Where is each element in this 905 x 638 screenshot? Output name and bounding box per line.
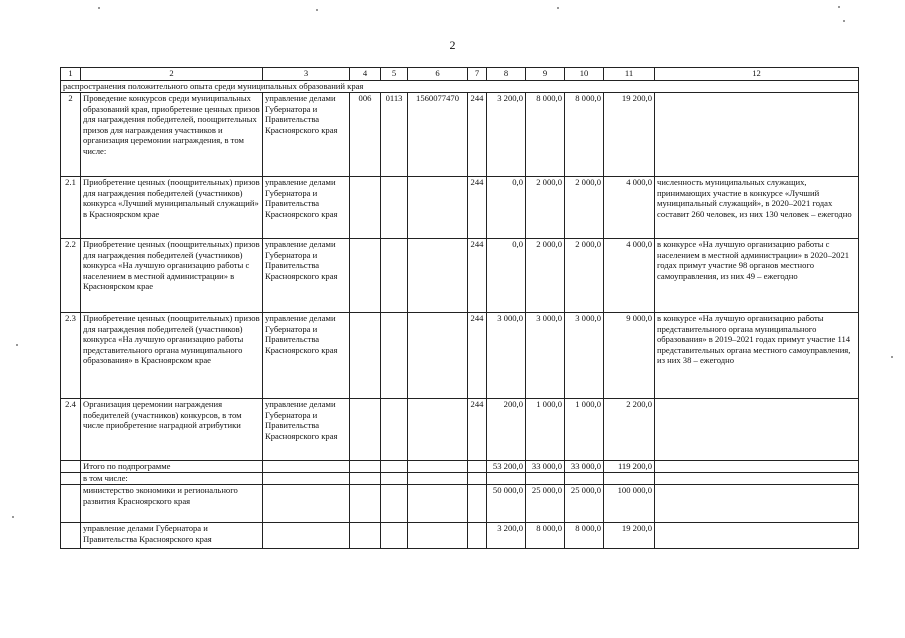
totals-row: [61, 461, 859, 473]
cell-c10: 8 000,0: [565, 93, 604, 177]
row-number: 2: [61, 93, 81, 177]
cell-c8: 3 200,0: [487, 93, 526, 177]
breakdown-c8: 3 200,0: [487, 523, 526, 549]
scan-speck: [838, 6, 840, 8]
table-row: [61, 177, 859, 239]
breakdown-c8: 50 000,0: [487, 485, 526, 523]
cell-c4: 006: [350, 93, 381, 177]
scan-speck: [891, 356, 893, 358]
row-number: 2.4: [61, 399, 81, 461]
table-row: [61, 93, 859, 177]
cell-c8: 0,0: [487, 239, 526, 313]
including-label: в том числе:: [81, 473, 263, 485]
row-organization: управление делами Губернатора и Правительства Красноярского края: [263, 239, 350, 313]
row-organization: управление делами Губернатора и Правительства Красноярского края: [263, 93, 350, 177]
cell-c11: 19 200,0: [604, 93, 655, 177]
page-number: 2: [449, 38, 456, 52]
table-row: [61, 313, 859, 399]
col-header: 3: [263, 68, 350, 81]
row-organization: управление делами Губернатора и Правительства Красноярского края: [263, 399, 350, 461]
table-row: [61, 399, 859, 461]
cell-c5: [381, 239, 408, 313]
section-title-row: [61, 81, 859, 93]
cell-c6: [408, 177, 468, 239]
cell-c9: 3 000,0: [526, 313, 565, 399]
cell-c10: 1 000,0: [565, 399, 604, 461]
row-number: 2.1: [61, 177, 81, 239]
breakdown-label: управление делами Губернатора и Правительства Красноярского края: [81, 523, 263, 549]
breakdown-c11: 19 200,0: [604, 523, 655, 549]
cell-c7: 244: [468, 239, 487, 313]
row-name: Приобретение ценных (поощрительных) призов для награждения победителей (участников) конкурса «Лучший муниципальный служащий» в Красноярском крае: [81, 177, 263, 239]
col-header: 8: [487, 68, 526, 81]
totals-c8: 53 200,0: [487, 461, 526, 473]
breakdown-c11: 100 000,0: [604, 485, 655, 523]
cell-c11: 9 000,0: [604, 313, 655, 399]
cell-c11: 4 000,0: [604, 239, 655, 313]
breakdown-c9: 25 000,0: [526, 485, 565, 523]
col-header: 11: [604, 68, 655, 81]
cell-c9: 1 000,0: [526, 399, 565, 461]
cell-c5: [381, 177, 408, 239]
col-header: 6: [408, 68, 468, 81]
col-header: 7: [468, 68, 487, 81]
col-header: 1: [61, 68, 81, 81]
row-name: Организация церемонии награждения победителей (участников) конкурсов, в том числе приобретение наградной атрибутики: [81, 399, 263, 461]
cell-c9: 2 000,0: [526, 177, 565, 239]
breakdown-c9: 8 000,0: [526, 523, 565, 549]
col-header: 4: [350, 68, 381, 81]
program-table: [60, 67, 859, 549]
cell-c5: 0113: [381, 93, 408, 177]
including-row: [61, 473, 859, 485]
row-note: в конкурсе «На лучшую организацию работы представительного органа муниципального образования» в 2019–2021 годах примут участие 114 представительных органа местного самоуправления, из них 38 – ежегодно: [655, 313, 859, 399]
cell-c6: 1560077470: [408, 93, 468, 177]
cell-c8: 3 000,0: [487, 313, 526, 399]
row-note: в конкурсе «На лучшую организацию работы с населением в местной администрации» в 2020–2021 годах примут участие 98 органов местного самоуправления, из них 49 – ежегодно: [655, 239, 859, 313]
row-number: 2.2: [61, 239, 81, 313]
scan-speck: [557, 7, 559, 9]
cell-c11: 2 200,0: [604, 399, 655, 461]
cell-c7: 244: [468, 177, 487, 239]
totals-c10: 33 000,0: [565, 461, 604, 473]
scan-speck: [16, 344, 18, 346]
breakdown-c10: 25 000,0: [565, 485, 604, 523]
row-note: численность муниципальных служащих, принимающих участие в конкурсе «Лучший муниципальный служащий», в 2020–2021 годах составит 260 человек, из них 130 человек – ежегодно: [655, 177, 859, 239]
cell-c5: [381, 313, 408, 399]
cell-c4: [350, 239, 381, 313]
column-number-row: [61, 68, 859, 81]
cell-c11: 4 000,0: [604, 177, 655, 239]
scan-speck: [98, 7, 100, 9]
col-header: 12: [655, 68, 859, 81]
row-note: [655, 93, 859, 177]
cell-c10: 3 000,0: [565, 313, 604, 399]
scan-speck: [843, 20, 845, 22]
row-name: Проведение конкурсов среди муниципальных образований края, приобретение ценных призов для награждения победителей, поощрительных призов для награждения участников и организация церемонии награждения, в том числе:: [81, 93, 263, 177]
cell-c8: 200,0: [487, 399, 526, 461]
totals-label: Итого по подпрограмме: [81, 461, 263, 473]
col-header: 9: [526, 68, 565, 81]
cell-c4: [350, 177, 381, 239]
cell-c5: [381, 399, 408, 461]
cell-c8: 0,0: [487, 177, 526, 239]
totals-c9: 33 000,0: [526, 461, 565, 473]
cell-c6: [408, 239, 468, 313]
row-organization: управление делами Губернатора и Правительства Красноярского края: [263, 177, 350, 239]
col-header: 5: [381, 68, 408, 81]
totals-c11: 119 200,0: [604, 461, 655, 473]
cell-c4: [350, 313, 381, 399]
row-organization: управление делами Губернатора и Правительства Красноярского края: [263, 313, 350, 399]
cell-c7: 244: [468, 399, 487, 461]
breakdown-c10: 8 000,0: [565, 523, 604, 549]
section-title: распространения положительного опыта среди муниципальных образований края: [61, 81, 859, 93]
scan-speck: [316, 9, 318, 11]
breakdown-label: министерство экономики и регионального развития Красноярского края: [81, 485, 263, 523]
col-header: 2: [81, 68, 263, 81]
cell-c6: [408, 313, 468, 399]
breakdown-row: [61, 523, 859, 549]
row-name: Приобретение ценных (поощрительных) призов для награждения победителей (участников) конкурса «На лучшую организацию работы представительного органа муниципального образования» в Красноярском крае: [81, 313, 263, 399]
cell-c10: 2 000,0: [565, 239, 604, 313]
cell-c4: [350, 399, 381, 461]
cell-c7: 244: [468, 93, 487, 177]
row-number: 2.3: [61, 313, 81, 399]
breakdown-row: [61, 485, 859, 523]
row-note: [655, 399, 859, 461]
cell-c6: [408, 399, 468, 461]
scan-speck: [12, 516, 14, 518]
cell-c9: 8 000,0: [526, 93, 565, 177]
row-name: Приобретение ценных (поощрительных) призов для награждения победителей (участников) конкурса «На лучшую организацию работы с населением в местной администрации» в Красноярском крае: [81, 239, 263, 313]
cell-c7: 244: [468, 313, 487, 399]
cell-c10: 2 000,0: [565, 177, 604, 239]
col-header: 10: [565, 68, 604, 81]
table-row: [61, 239, 859, 313]
cell-c9: 2 000,0: [526, 239, 565, 313]
